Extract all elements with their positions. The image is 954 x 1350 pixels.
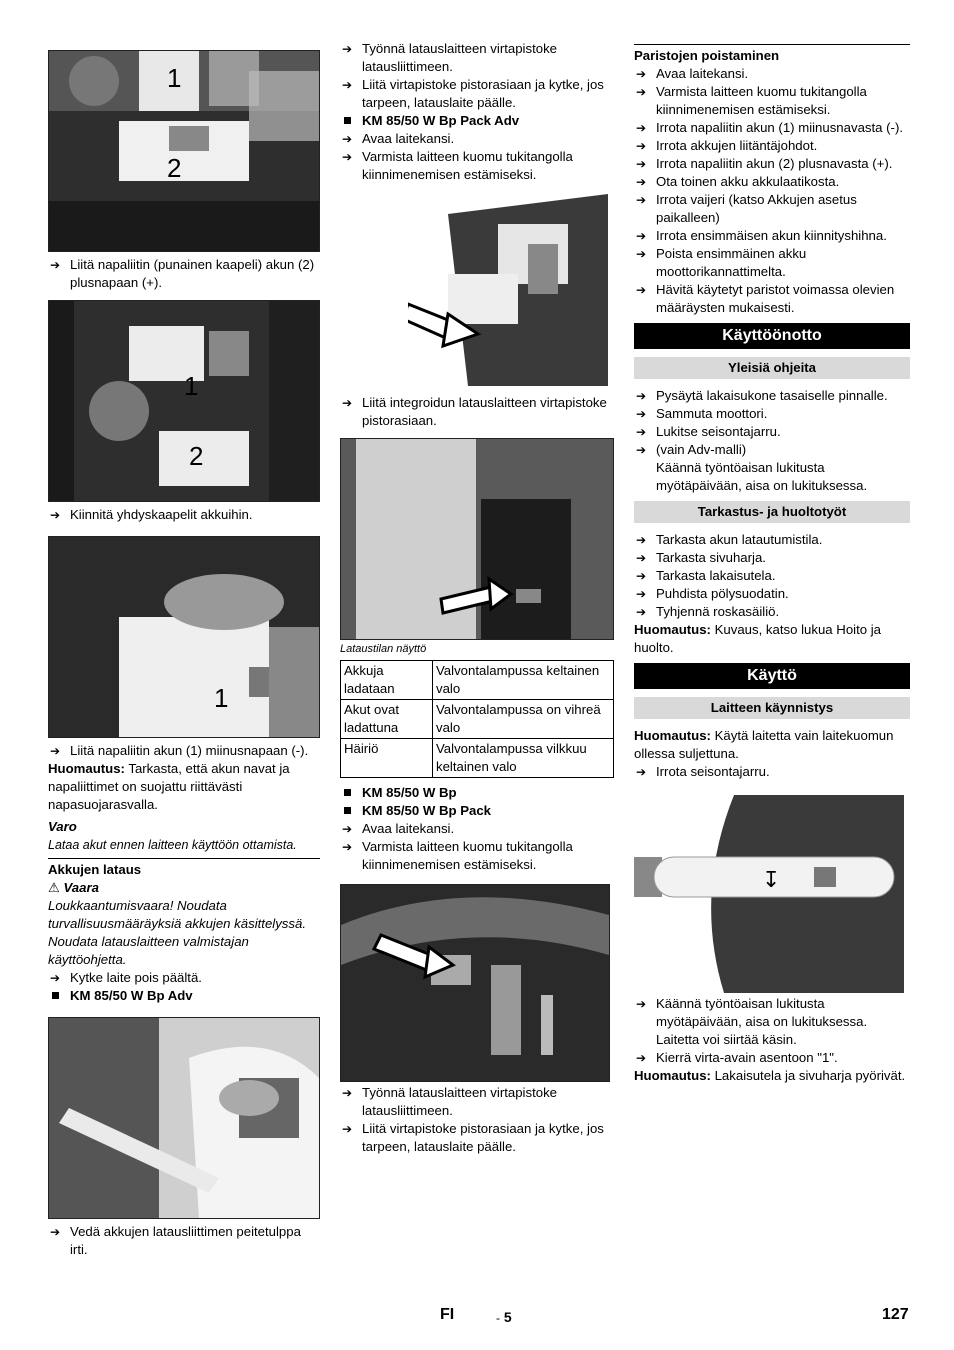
status-display-caption: Lataustilan näyttö [340,643,427,655]
subsection-general-heading: Yleisiä ohjeita [634,357,910,379]
list-item: ➔ Poista ensimmäinen akku moottorikannattimelta. [634,245,910,281]
subsection-start-heading: Laitteen käynnistys [634,697,910,719]
note-grease [48,760,320,814]
step-insert-plug: ➔ Työnnä latauslaitteen virtapistoke latausliittimeen. [340,40,614,76]
list-item: ➔ Irrota napaliitin akun (1) miinusnavasta (-). [634,119,910,137]
list-item: ➔ Sammuta moottori. [634,405,910,423]
note-cover-closed [634,727,910,763]
list-item: ➔ Tarkasta lakaisutela. [634,567,910,585]
step-open-cover-2: ➔ Avaa laitekansi. [340,820,614,838]
warning-triangle-icon: ⚠ [48,880,60,895]
step-pull-cap: ➔ Vedä akkujen latausliittimen peitetulppa irti. [48,1223,320,1259]
model-km-bp: KM 85/50 W Bp [340,784,614,802]
column-right [634,40,910,1085]
step-plug-integrated: ➔ Liitä integroidun latauslaitteen virtapistoke pistorasiaan. [340,394,614,430]
table-cell: Valvontalampussa on vihreä valo [432,700,613,739]
column-middle [340,40,614,1156]
list-item: ➔ Tarkasta akun latautumistila. [634,531,910,549]
footer-section-number: 5 [503,1309,512,1325]
list-item: ➔ Irrota napaliitin akun (2) plusnavasta (+). [634,155,910,173]
photo-charging-socket-cap [48,1017,320,1219]
step-turn-handle-lock: ➔ Käännä työntöaisan lukitusta myötäpäivään, aisa on lukituksessa. [634,995,910,1031]
table-cell: Akkuja ladataan [341,661,433,700]
caution-label: Varo [48,819,77,834]
note-label: Huomautus: [48,761,125,776]
note-text: Kuvaus, katso lukua Hoito ja huolto. [634,622,882,655]
model-km-bp-pack-adv: KM 85/50 W Bp Pack Adv [340,112,614,130]
step-connect-minus: ➔ Liitä napaliitin akun (1) miinusnapaan (-). [48,742,320,760]
photo-label-1: 1 [167,63,182,93]
note-text: Lakaisutela ja sivuharja pyörivät. [710,1068,906,1083]
section-charging-heading: Akkujen lataus [48,858,320,879]
step-turn-key: ➔ Kierrä virta-avain asentoon "1". [634,1049,910,1067]
list-item: ➔ Hävitä käytetyt paristot voimassa olevien määräysten mukaisesti. [634,281,910,317]
arrow-down-icon: ↧ [762,867,781,892]
model-km-bp-adv: KM 85/50 W Bp Adv [48,987,320,1005]
subsection-inspection-heading: Tarkastus- ja huoltotyöt [634,501,910,523]
list-item: ➔ Lukitse seisontajarru. [634,423,910,441]
list-item: ➔ Irrota vaijeri (katso Akkujen asetus paikalleen) [634,191,910,227]
step-insert-plug-2: ➔ Työnnä latauslaitteen virtapistoke latausliittimeen. [340,1084,614,1120]
step-connect-plus: ➔ Liitä napaliitin (punainen kaapeli) akun (2) plusnapaan (+). [48,256,320,292]
note-text: Tarkasta, että akun navat ja napaliittimet on suojattu riittävästi napasuojarasvalla. [48,761,290,812]
step-open-cover: ➔ Avaa laitekansi. [340,130,614,148]
photo-status-display [340,438,614,640]
charge-status-table [340,660,614,778]
photo-integrated-charger [408,194,608,386]
danger-text: Loukkaantumisvaara! Noudata turvallisuusmääräyksiä akkujen käsittelyssä. Noudata latauslaitteen valmistajan käyttöohjetta. [48,898,306,967]
footer-section-page [496,1308,512,1327]
photo-label-1c: 1 [214,683,229,713]
danger-label-row [48,879,320,897]
table-cell: Akut ovat ladattuna [341,700,433,739]
table-cell: Häiriö [341,739,433,778]
list-item: ➔ Avaa laitekansi. [634,65,910,83]
section-commissioning-heading: Käyttöönotto [634,323,910,349]
photo-push-handle-lock [634,795,904,993]
table-cell: Valvontalampussa vilkkuu keltainen valo [432,739,613,778]
section-remove-batteries-heading: Paristojen poistaminen [634,44,910,65]
note-label: Huomautus: [634,728,711,743]
list-item: ➔ Varmista laitteen kuomu tukitangolla kiinnimenemisen estämiseksi. [634,83,910,119]
photo-label-2: 2 [167,153,182,183]
table-row [341,739,614,778]
table-row [341,700,614,739]
model-km-bp-pack: KM 85/50 W Bp Pack [340,802,614,820]
step-switch-off: ➔ Kytke laite pois päältä. [48,969,320,987]
list-item: ➔ (vain Adv-malli) [634,441,910,459]
photo-label-2b: 2 [189,441,204,471]
step-secure-cover-2: ➔ Varmista laitteen kuomu tukitangolla kiinnimenemisen estämiseksi. [340,838,614,874]
list-item: ➔ Puhdista pölysuodatin. [634,585,910,603]
note-label: Huomautus: [634,622,711,637]
photo-connect-minus [48,536,320,738]
photo-connect-cables [48,300,320,502]
step-release-brake: ➔ Irrota seisontajarru. [634,763,910,781]
page-number: 127 [882,1306,909,1323]
list-item: ➔ Pysäytä lakaisukone tasaiselle pinnalle. [634,387,910,405]
note-text: Käytä laitetta vain laitekuomun ollessa suljettuna. [634,728,894,761]
step-attach-cables: ➔ Kiinnitä yhdyskaapelit akkuihin. [48,506,320,524]
indent-text: Laitetta voi siirtää käsin. [656,1032,797,1047]
note-label: Huomautus: [634,1068,711,1083]
list-item: ➔ Tarkasta sivuharja. [634,549,910,567]
photo-label-1b: 1 [184,371,199,401]
step-plug-in-2: ➔ Liitä virtapistoke pistorasiaan ja kytke, jos tarpeen, latauslaite päälle. [340,1120,614,1156]
list-item: ➔ Irrota ensimmäisen akun kiinnityshihna. [634,227,910,245]
column-left [48,40,320,1259]
danger-label: Vaara [63,880,99,895]
list-item: ➔ Irrota akkujen liitäntäjohdot. [634,137,910,155]
list-item: ➔ Tyhjennä roskasäiliö. [634,603,910,621]
photo-battery-connection-plus [48,50,320,252]
caution-text: Lataa akut ennen laitteen käyttöön ottamista. [48,838,297,852]
photo-charging-socket [340,884,610,1082]
section-operation-heading: Käyttö [634,663,910,689]
indent-text: Käännä työntöaisan lukitusta myötäpäivään, aisa on lukituksessa. [656,460,868,493]
note-roller-brush [634,1067,910,1085]
footer-dash: - [496,1311,500,1325]
step-secure-cover: ➔ Varmista laitteen kuomu tukitangolla kiinnimenemisen estämiseksi. [340,148,614,184]
table-row [341,661,614,700]
note-maintenance [634,621,910,657]
footer-language: FI [440,1306,455,1323]
list-item: ➔ Ota toinen akku akkulaatikosta. [634,173,910,191]
step-plug-in: ➔ Liitä virtapistoke pistorasiaan ja kytke, jos tarpeen, latauslaite päälle. [340,76,614,112]
table-cell: Valvontalampussa keltainen valo [432,661,613,700]
